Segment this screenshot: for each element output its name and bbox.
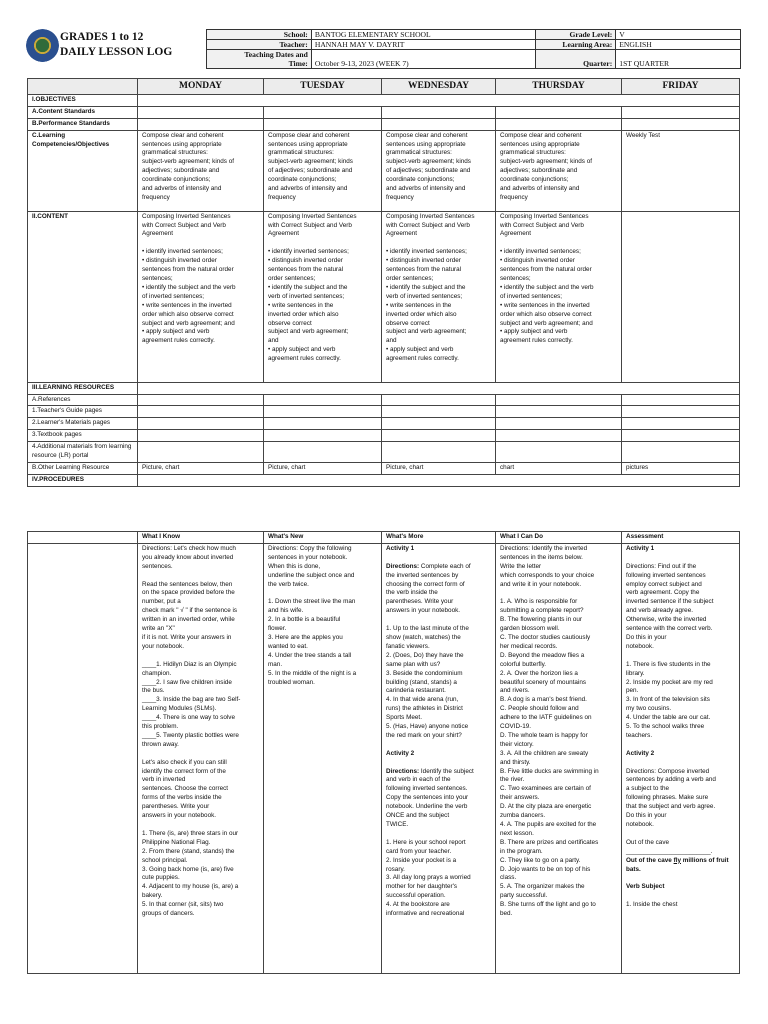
- deped-seal-icon: [26, 29, 59, 62]
- procedure-corner: [28, 532, 138, 544]
- cell: [496, 418, 622, 430]
- cell: [264, 118, 382, 130]
- competency-tuesday-text: Compose clear and coherent sentences using appropriate grammatical structures: subject-verb agreement; kinds of adjectives; subordinate and coordinate conjunctions; and adverbs of intensity and frequency: [268, 131, 353, 201]
- content-row: [28, 211, 740, 382]
- proc-wed-directions2-label: Directions:: [386, 767, 420, 775]
- proc-fri-verb-subject: Verb Subject: [626, 883, 665, 891]
- procedure-body-row: [28, 543, 740, 973]
- competency-wednesday: [382, 130, 496, 211]
- area-value: ENGLISH: [616, 40, 741, 50]
- content-tuesday-text: Composing Inverted Sentences with Correct Subject and Verb Agreement • identify inverted sentences; • distinguish inverted order sentences from the natural order sentences; • identify the subject and the verb of inverted sentences; • write sentences in the inverted order which also observe correct subject and verb agreement; and • apply subject and verb agreement rules correctly.: [268, 212, 357, 363]
- cell: [138, 418, 264, 430]
- cell: [496, 106, 622, 118]
- header: [26, 29, 741, 73]
- proc-head-thursday: What I Can Do: [496, 532, 622, 544]
- cell: [382, 118, 496, 130]
- competency-friday-text: Weekly Test: [626, 131, 660, 139]
- content-thursday: [496, 211, 622, 382]
- competency-monday-text: Compose clear and coherent sentences using appropriate grammatical structures: subject-verb agreement; kinds of adjectives; subordinate and coordinate conjunctions; and adverbs of intensity and frequency: [142, 131, 235, 201]
- proc-tuesday: [264, 543, 382, 973]
- proc-head-friday: Assessment: [622, 532, 740, 544]
- cell: [264, 394, 382, 406]
- day-tuesday: TUESDAY: [264, 79, 382, 95]
- proc-fri-activity2-text: Directions: Compose inverted sentences by adding a verb and a subject to the following phrases. Make sure that the subject and verb agree. Do this in your notebook. Out of the cave ________________________.: [626, 767, 716, 855]
- header-meta-table: [206, 29, 741, 69]
- procedure-head-row: [28, 532, 740, 544]
- quarter-label: Quarter:: [536, 50, 616, 69]
- content-monday: [138, 211, 264, 382]
- day-friday: FRIDAY: [622, 79, 740, 95]
- content-label: II.CONTENT: [28, 211, 138, 382]
- procedure-label-cell: [28, 543, 138, 973]
- performance-standards-row: [28, 118, 740, 130]
- cell: [138, 406, 264, 418]
- proc-monday-text: Directions: Let's check how much you already know about inverted sentences. Read the sentences below, then on the space provided before the number, put a check mark " √ " if the sentence is written in an inverted order, while write an "X" if it is not. Write your answers in your notebook. ____1. Hidilyn Diaz is an Olympic champion. ____2. I saw five children inside the bus. ____3. Inside the bag are two Self- Learning Modules (SLMs). ____4. There is one way to solve this problem. ____5. Twenty plastic bottles were thrown away. Let's also check if you can still identify the correct form of the verb in inverted sentences. Choose the correct forms of the verbs inside the parentheses. Write your answers in your notebook. 1. There (is, are) three stars in our Philippine National Flag. 2. From there (stand, stands) the school principal. 3. Going back home (is, are) five cute puppies. 4. Adjacent to my house (is, are) a bakery. 5. In that corner (sit, sits) two groups of dancers.: [142, 544, 241, 918]
- content-standards-row: [28, 106, 740, 118]
- title-line-2: DAILY LESSON LOG: [60, 46, 173, 58]
- cell: [496, 394, 622, 406]
- school-label: School:: [207, 30, 312, 40]
- cell: [138, 442, 264, 463]
- area-label: Learning Area:: [536, 40, 616, 50]
- resources-label: III.LEARNING RESOURCES: [28, 382, 138, 394]
- content-standards-label: A.Content Standards: [28, 106, 138, 118]
- proc-head-wednesday: What's More: [382, 532, 496, 544]
- proc-fri-example-pre: Out of the cave: [626, 856, 674, 864]
- competencies-row: [28, 130, 740, 211]
- proc-wed-activity2: Activity 2: [386, 749, 415, 757]
- additional-label: 4.Additional materials from learning resource (LR) portal: [28, 442, 138, 463]
- other-monday: Picture, chart: [138, 462, 264, 474]
- competency-tuesday: [264, 130, 382, 211]
- dates-label: [207, 50, 312, 69]
- document-title: [60, 30, 172, 60]
- proc-wednesday: [382, 543, 496, 973]
- cell: [138, 394, 264, 406]
- other-thursday: chart: [496, 462, 622, 474]
- proc-head-tuesday: What's New: [264, 532, 382, 544]
- competencies-label: C.Learning Competencies/Objectives: [28, 130, 138, 211]
- grade-label: Grade Level:: [536, 30, 616, 40]
- proc-wed-directions1-label: Directions:: [386, 562, 420, 570]
- procedures-label: IV.PROCEDURES: [28, 474, 138, 486]
- cell: [622, 442, 740, 463]
- cell: [622, 406, 740, 418]
- corner-cell: [28, 79, 138, 95]
- content-wednesday-text: Composing Inverted Sentences with Correct Subject and Verb Agreement • identify inverted sentences; • distinguish inverted order sentences from the natural order sentences; • identify the subject and the verb of inverted sentences; • write sentences in the inverted order which also observe correct subject and verb agreement; and • apply subject and verb agreement rules correctly.: [386, 212, 475, 363]
- references-label: A.References: [28, 394, 138, 406]
- procedures-row: [28, 474, 740, 486]
- lm-row: [28, 418, 740, 430]
- day-thursday: THURSDAY: [496, 79, 622, 95]
- resources-cell: [138, 382, 740, 394]
- other-resources-label: B.Other Learning Resource: [28, 462, 138, 474]
- competency-monday: [138, 130, 264, 211]
- cell: [496, 430, 622, 442]
- school-value: BANTOG ELEMENTARY SCHOOL: [311, 30, 536, 40]
- cell: [622, 106, 740, 118]
- dates-label-1: Teaching Dates and: [244, 50, 308, 59]
- proc-fri-example-verb: fly: [673, 856, 681, 864]
- other-resources-row: [28, 462, 740, 474]
- references-row: [28, 394, 740, 406]
- cell: [264, 430, 382, 442]
- proc-wed-activity1: Activity 1: [386, 544, 415, 552]
- day-wednesday: WEDNESDAY: [382, 79, 496, 95]
- cell: [382, 418, 496, 430]
- cell: [622, 430, 740, 442]
- cell: [496, 406, 622, 418]
- content-wednesday: [382, 211, 496, 382]
- day-header-row: [28, 79, 740, 95]
- cell: [382, 406, 496, 418]
- day-monday: MONDAY: [138, 79, 264, 95]
- other-friday: pictures: [622, 462, 740, 474]
- dates-label-2: Time:: [288, 59, 308, 68]
- competency-friday: [622, 130, 740, 211]
- cell: [496, 118, 622, 130]
- procedures-cell: [138, 474, 740, 486]
- cell: [138, 118, 264, 130]
- content-monday-text: Composing Inverted Sentences with Correct Subject and Verb Agreement • identify inverted sentences; • distinguish inverted order sentences from the natural order sentences; • identify the subject and the verb of inverted sentences; • write sentences in the inverted order which also observe correct subject and verb agreement; and • apply subject and verb agreement rules correctly.: [142, 212, 236, 345]
- cell: [382, 430, 496, 442]
- other-tuesday: Picture, chart: [264, 462, 382, 474]
- proc-thursday: [496, 543, 622, 973]
- proc-thursday-text: Directions: Identify the inverted sentences in the items below. Write the letter which corresponds to your choice and write it in your notebook. 1. A. Who is responsible for submitting a complete report? B. The flowering plants in our garden blossom well. C. The doctor studies cautiously her medical records. D. Beyond the meadow flies a colorful butterfly. 2. A. Over the horizon lies a beautiful scenery of mountains and rivers. B. A dog is a man's best friend. C. People should follow and adhere to the IATF guidelines on COVID-19. D. The whole team is happy for their victory. 3. A. All the children are sweaty and thirsty. B. Five little ducks are swimming in the river. C. Two examinees are certain of their answers. D. At the city plaza are energetic zumba dancers. 4. A. The pupils are excited for the next lesson. B. There are prizes and certificates in the program. C. They like to go on a party. D. Jojo wants to be on top of his class. 5. A. The organizer makes the party successful. B. She turns off the light and go to bed.: [500, 544, 599, 918]
- cell: [622, 394, 740, 406]
- content-tuesday: [264, 211, 382, 382]
- proc-tuesday-text: Directions: Copy the following sentences in your notebook. When this is done, underline the subject once and the verb twice. 1. Down the street live the man and his wife. 2. In a bottle is a beautiful flower. 3. Here are the apples you wanted to eat. 4. Under the tree stands a tall man. 5. In the middle of the night is a troubled woman.: [268, 544, 357, 686]
- lesson-table-upper: [27, 78, 740, 487]
- competency-wednesday-text: Compose clear and coherent sentences using appropriate grammatical structures: subject-verb agreement; kinds of adjectives; subordinate and coordinate conjunctions; and adverbs of intensity and frequency: [386, 131, 471, 201]
- cell: [264, 406, 382, 418]
- lm-label: 2.Learner's Materials pages: [28, 418, 138, 430]
- grade-value: V: [616, 30, 741, 40]
- textbook-label: 3.Textbook pages: [28, 430, 138, 442]
- competency-thursday-text: Compose clear and coherent sentences using appropriate grammatical structures: subject-verb agreement; kinds of adjectives; subordinate and coordinate conjunctions; and adverbs of intensity and frequency: [500, 131, 593, 201]
- proc-fri-example-post: millions of fruit bats.: [626, 856, 729, 873]
- proc-fri-activity1: Activity 1: [626, 544, 655, 552]
- cell: [138, 106, 264, 118]
- textbook-row: [28, 430, 740, 442]
- cell: [138, 430, 264, 442]
- proc-wed-activity1-text: Complete each of the inverted sentences by choosing the correct form of the verb inside the parentheses. Write your answers in your notebook. 1. Up to the last minute of the show (watch, watches) the fanatic viewers. 2. (Does, Do) they have the same plan with us? 3. Beside the condominium building (stand, stands) a carinderia restaurant. 4. In that wide arena (run, runs) the athletes in District Sports Meet. 5. (Has, Have) anyone notice the red mark on your shirt?: [386, 562, 471, 739]
- cell: [382, 394, 496, 406]
- cell: [622, 418, 740, 430]
- quarter-value: 1ST QUARTER: [616, 50, 741, 69]
- cell: [382, 442, 496, 463]
- performance-standards-label: B.Performance Standards: [28, 118, 138, 130]
- cell: [496, 442, 622, 463]
- content-thursday-text: Composing Inverted Sentences with Correct Subject and Verb Agreement • identify inverted sentences; • distinguish inverted order sentences from the natural order sentences; • identify the subject and the verb of inverted sentences; • write sentences in the inverted order which also observe correct subject and verb agreement; and • apply subject and verb agreement rules correctly.: [500, 212, 594, 345]
- proc-friday: [622, 543, 740, 973]
- title-line-1: GRADES 1 to 12: [60, 31, 144, 43]
- proc-monday: [138, 543, 264, 973]
- cell: [264, 442, 382, 463]
- proc-fri-activity1-text: Directions: Find out if the following inverted sentences employ correct subject and verb agreement. Copy the inverted sentence if the subject and verb already agree. Otherwise, write the inverted sentence with the correct verb. Do this in your notebook. 1. There is five students in the library. 2. Inside my pocket are my red pen. 3. In front of the television sits my two cousins. 4. Under the table are our cat. 5. To the school walks three teachers.: [626, 562, 714, 739]
- additional-row: [28, 442, 740, 463]
- proc-fri-activity2: Activity 2: [626, 749, 655, 757]
- tg-label: 1.Teacher's Guide pages: [28, 406, 138, 418]
- content-friday: [622, 211, 740, 382]
- cell: [264, 418, 382, 430]
- teacher-value: HANNAH MAY V. DAYRIT: [311, 40, 536, 50]
- proc-fri-last: 1. Inside the chest: [626, 901, 678, 909]
- other-wednesday: Picture, chart: [382, 462, 496, 474]
- objectives-cell: [138, 94, 740, 106]
- proc-head-monday: What I Know: [138, 532, 264, 544]
- cell: [622, 118, 740, 130]
- lesson-table-procedures: [27, 531, 740, 974]
- tg-row: [28, 406, 740, 418]
- cell: [382, 106, 496, 118]
- objectives-label: I.OBJECTIVES: [28, 94, 138, 106]
- dates-value: October 9-13, 2023 (WEEK 7): [311, 50, 536, 69]
- objectives-row: [28, 94, 740, 106]
- competency-thursday: [496, 130, 622, 211]
- resources-row: [28, 382, 740, 394]
- proc-wed-activity2-text: Identify the subject and verb in each of the following inverted sentences. Copy the sentences into your notebook. Underline the verb ONCE and the subject TWICE. 1. Here is your school report card from your teacher. 2. Inside your pocket is a rosary. 3. All day long prays a worried mother for her daughter's successful operation. 4. At the bookstore are informative and recreational: [386, 767, 474, 918]
- cell: [264, 106, 382, 118]
- teacher-label: Teacher:: [207, 40, 312, 50]
